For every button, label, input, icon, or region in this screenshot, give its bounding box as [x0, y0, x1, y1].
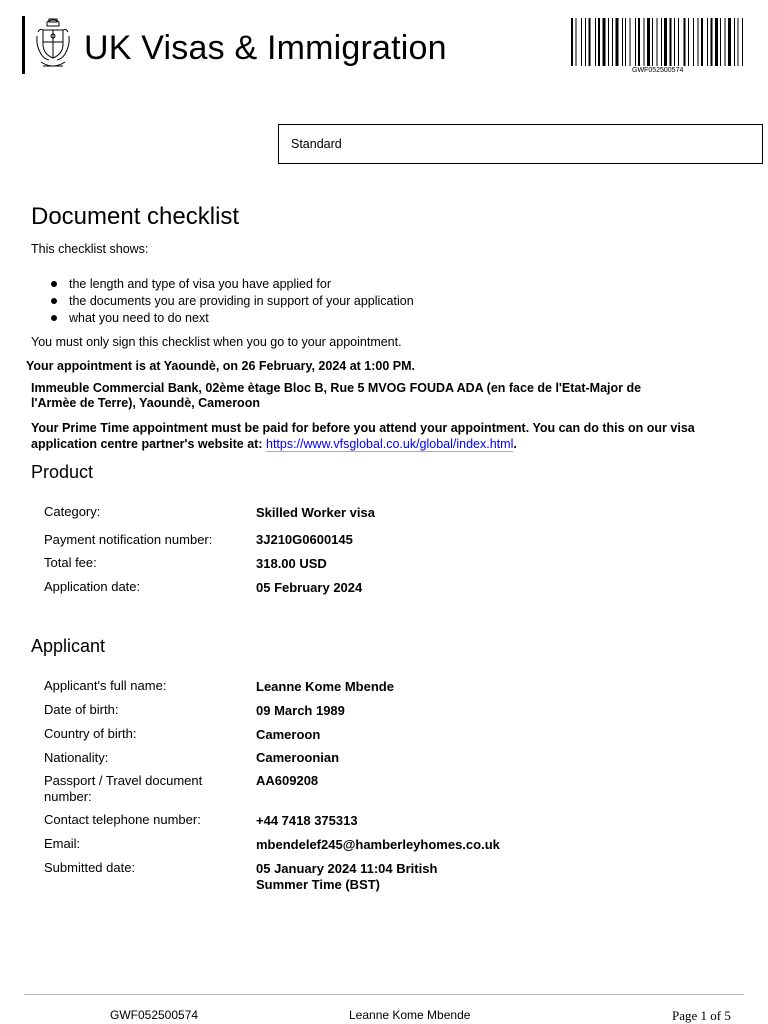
applicant-label: Nationality:	[44, 750, 109, 765]
royal-crest-icon	[35, 16, 71, 74]
vfs-website-link[interactable]: https://www.vfsglobal.co.uk/global/index.html	[266, 437, 514, 451]
applicant-label: Contact telephone number:	[44, 812, 201, 827]
applicant-label: Applicant's full name:	[44, 678, 167, 693]
product-label: Payment notification number:	[44, 532, 213, 547]
prime-time-end: .	[513, 437, 517, 451]
list-item: the length and type of visa you have applied for	[47, 276, 414, 293]
barcode-number: GWF052500574	[632, 67, 684, 74]
applicant-label: Email:	[44, 836, 81, 851]
applicant-value: 05 January 2024 11:04 British Summer Time (BST)	[256, 861, 438, 892]
product-label: Total fee:	[44, 555, 97, 570]
applicant-label: Country of birth:	[44, 726, 137, 741]
appointment-address: Immeuble Commercial Bank, 02ème ètage Bloc B, Rue 5 MVOG FOUDA ADA (en face de l'Etat-Major de l'Armèe de Terre), Yaoundè, Cameroon	[31, 381, 642, 410]
applicant-value: mbendelef245@hamberleyhomes.co.uk	[256, 837, 500, 852]
visa-type-box	[278, 124, 763, 164]
product-value: Skilled Worker visa	[256, 505, 375, 520]
applicant-value: Cameroon	[256, 727, 321, 742]
sign-note: You must only sign this checklist when you go to your appointment.	[31, 335, 402, 349]
applicant-value: 09 March 1989	[256, 703, 345, 718]
applicant-value: AA609208	[256, 773, 319, 788]
applicant-label: Passport / Travel document number:	[44, 773, 203, 804]
applicant-label: Date of birth:	[44, 702, 119, 717]
product-value: 05 February 2024	[256, 580, 363, 595]
intro-text: This checklist shows:	[31, 242, 149, 256]
applicant-label: Submitted date:	[44, 860, 136, 875]
product-value: 3J210G0600145	[256, 532, 353, 547]
product-label: Category:	[44, 504, 101, 519]
page-title: Document checklist	[31, 203, 240, 230]
applicant-value: +44 7418 375313	[256, 813, 358, 828]
footer-divider	[24, 994, 744, 995]
applicant-value: Cameroonian	[256, 750, 340, 765]
applicant-value: Leanne Kome Mbende	[256, 679, 394, 694]
prime-time-text: Your Prime Time appointment must be paid for before you attend your appointment. You can do this on our visa application centre partner's website at:	[31, 421, 695, 451]
visa-type-label: Standard	[291, 137, 342, 151]
header-divider	[22, 16, 25, 74]
list-item: the documents you are providing in support of your application	[47, 293, 414, 310]
product-value: 318.00 USD	[256, 556, 327, 571]
brand-title: UK Visas & Immigration	[84, 29, 447, 67]
prime-time-note	[31, 420, 731, 452]
page-number: Page 1 of 5	[672, 1008, 731, 1023]
product-section-title: Product	[31, 462, 94, 482]
list-item: what you need to do next	[47, 310, 414, 327]
applicant-section-title: Applicant	[31, 636, 106, 656]
checklist-items	[47, 276, 414, 327]
barcode-icon	[571, 18, 746, 68]
footer-reference: GWF052500574	[110, 1008, 199, 1022]
product-label: Application date:	[44, 579, 141, 594]
appointment-text: Your appointment is at Yaoundè, on 26 February, 2024 at 1:00 PM.	[26, 359, 415, 373]
footer-name: Leanne Kome Mbende	[349, 1008, 471, 1022]
